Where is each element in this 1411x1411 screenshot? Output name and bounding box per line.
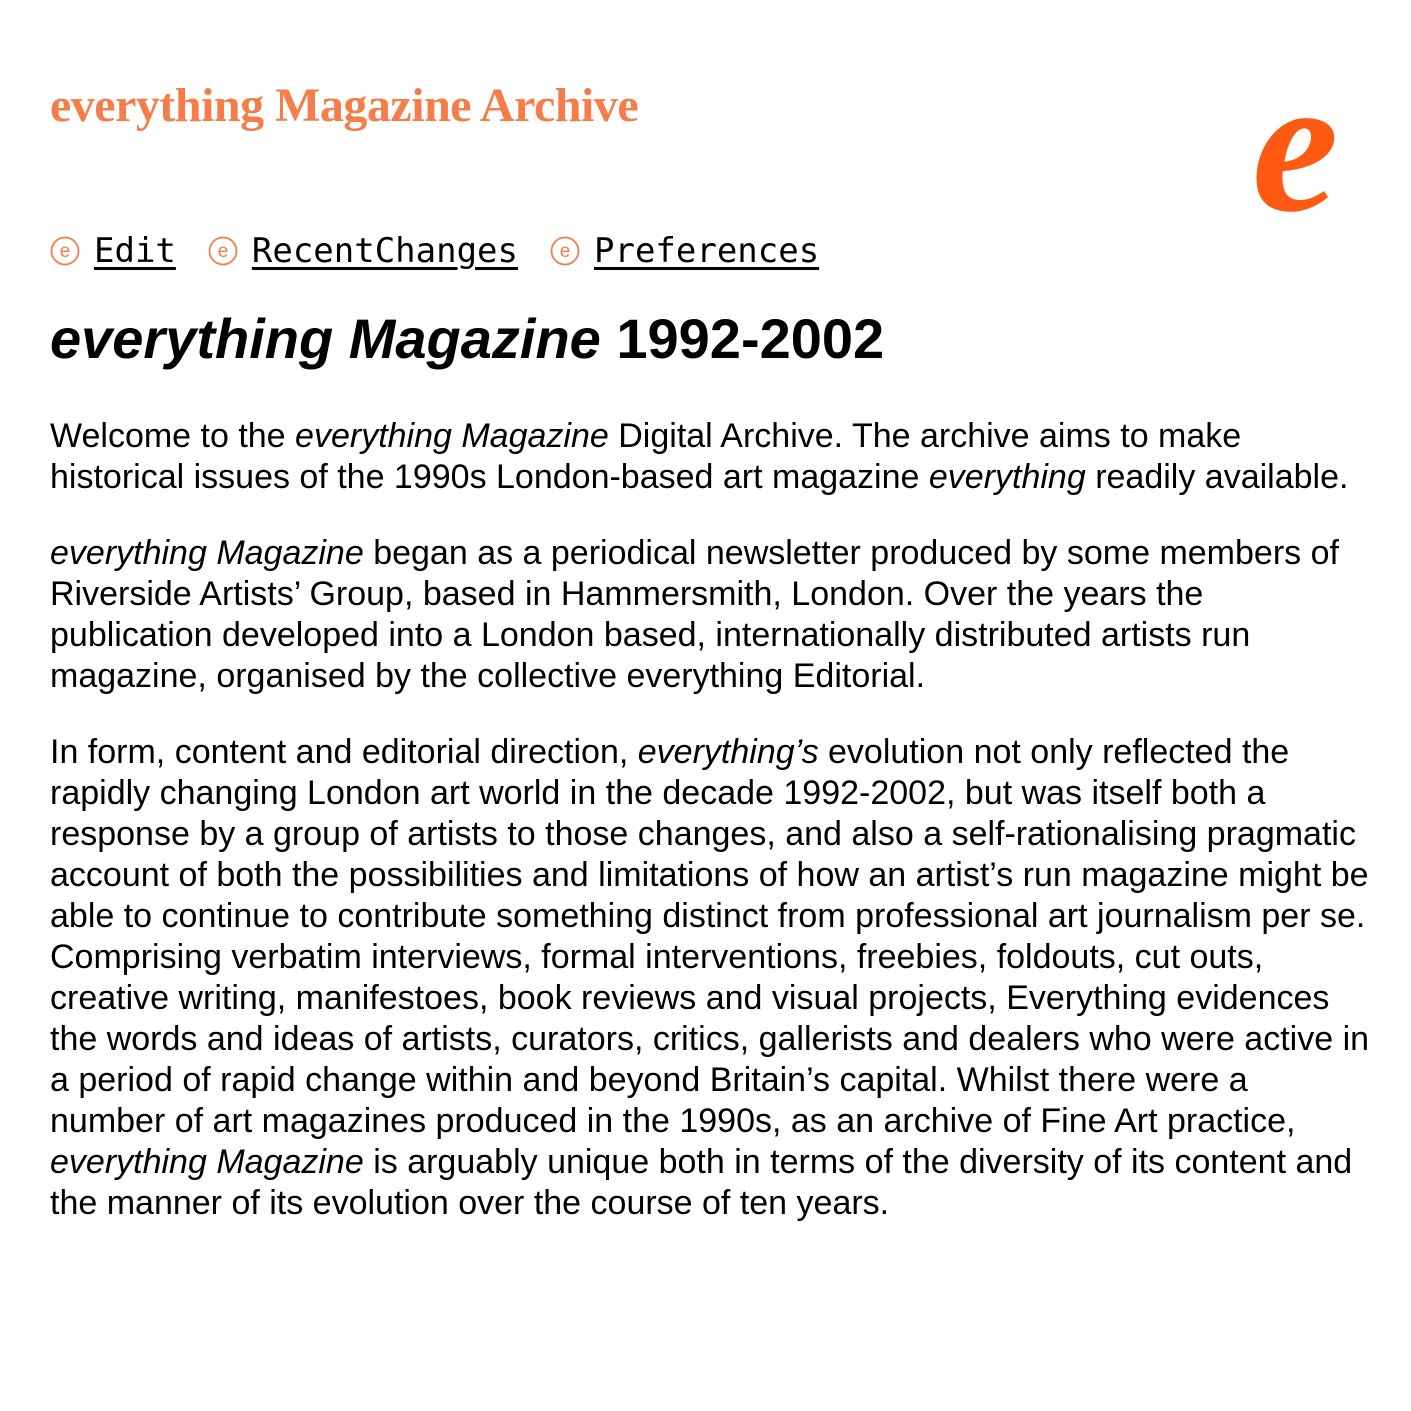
page-title-italic: everything Magazine [50, 307, 601, 370]
description-paragraph [50, 732, 1370, 1224]
site-title[interactable]: everything Magazine Archive [50, 79, 639, 132]
page-title [50, 306, 884, 372]
magazine-name: everything Magazine [50, 1143, 364, 1181]
text-span: evolution not only reflected the rapidly changing London art world in the decade 1992-2002, but was itself both a response by a group of artists to those changes, and also a self-rationalising pragmatic account of both the possibilities and limitations of how an artist’s run magazine might be able to continue to contribute something distinct from professional art journalism per se. Comprising verbatim interviews, formal interventions, freebies, foldouts, cut outs, creative writing, manifestoes, book reviews and visual projects, Everything evidences the words and ideas of artists, curators, critics, gallerists and dealers who were active in a period of rapid change within and beyond Britain’s capital. Whilst there were a number of art magazines produced in the 1990s, as an archive of Fine Art practice, [50, 733, 1370, 1140]
text-span: readily available. [1085, 458, 1349, 496]
main-content [50, 416, 1370, 1259]
magazine-name: everything Magazine [50, 534, 364, 572]
nav-item-edit[interactable] [50, 228, 176, 274]
svg-text:e: e [217, 241, 229, 262]
text-span: Welcome to the [50, 417, 296, 455]
text-span: In form, content and editorial direction, [50, 733, 638, 771]
nav-bar [50, 228, 851, 274]
e-circle-icon [208, 236, 238, 266]
magazine-name: everything’s [637, 733, 819, 771]
text-span: began as a periodical newsletter produced by some members of Riverside Artists’ Group, based in Hammersmith, London. Over the years the publication developed into a London based, internationally distributed artists run magazine, organised by the collective everything Editorial. [50, 534, 1339, 695]
svg-text:e: e [59, 241, 71, 262]
e-circle-icon [550, 236, 580, 266]
svg-text:e: e [559, 241, 571, 262]
edit-link[interactable]: Edit [94, 231, 176, 271]
history-paragraph [50, 533, 1370, 697]
page-title-years: 1992-2002 [600, 307, 885, 370]
magazine-name: everything [928, 458, 1086, 496]
nav-item-recent-changes[interactable] [208, 228, 518, 274]
text-span: is arguably unique both in terms of the diversity of its content and the manner of its evolution over the course of ten years. [50, 1143, 1353, 1222]
recent-changes-link[interactable]: RecentChanges [251, 231, 518, 271]
everything-logo[interactable]: e [1252, 37, 1339, 253]
nav-item-preferences[interactable] [550, 228, 819, 274]
text-span: Digital Archive. The archive aims to make historical issues of the 1990s London-based art magazine [50, 417, 1242, 496]
preferences-link[interactable]: Preferences [594, 231, 820, 271]
intro-paragraph [50, 416, 1370, 498]
magazine-name: everything Magazine [295, 417, 609, 455]
e-circle-icon [50, 236, 80, 266]
